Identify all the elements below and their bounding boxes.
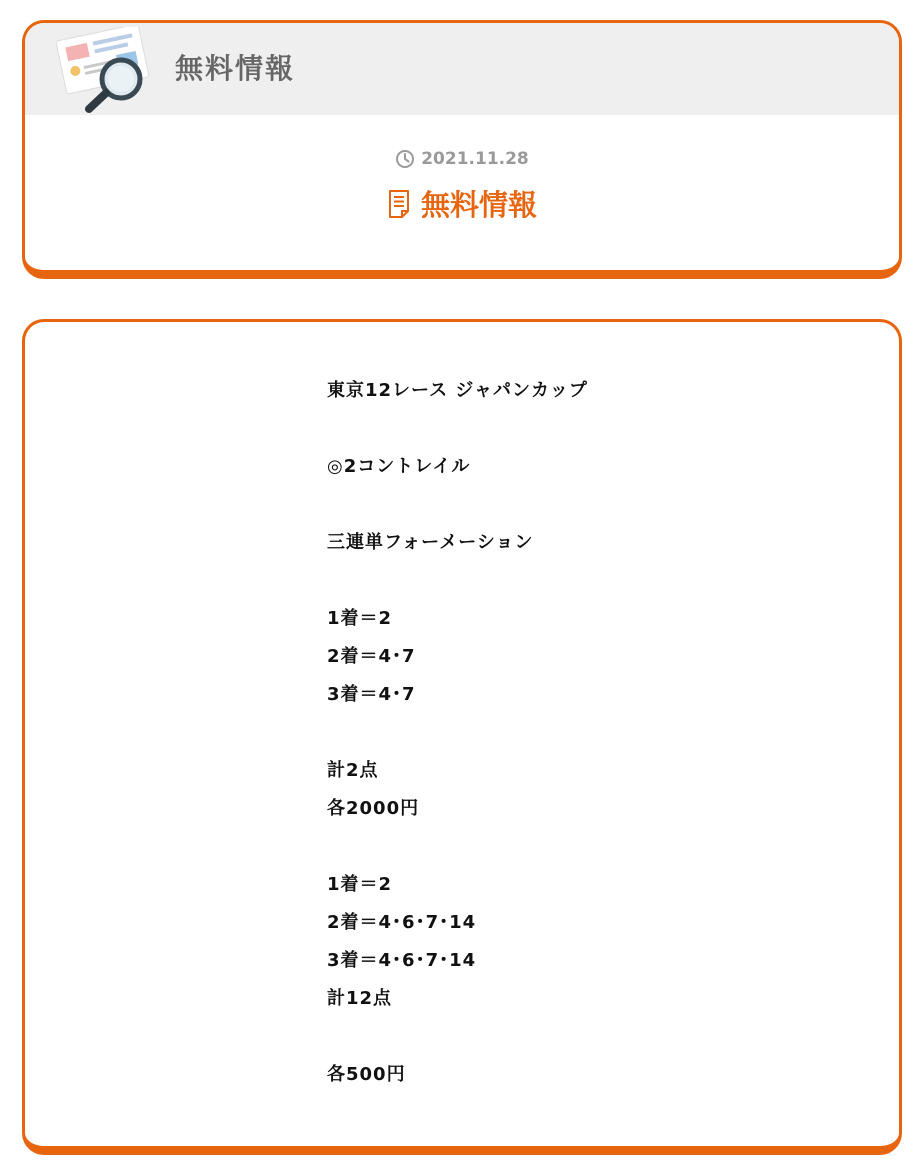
post-date: 2021.11.28 [421,149,529,169]
content-line: 計12点 [327,988,393,1009]
content-line: 三連単フォーメーション [327,532,534,553]
content-line: 3着＝4･7 [327,684,416,705]
magnifier-document-illustration [43,27,155,115]
post-meta [25,149,899,224]
post-title: 無料情報 [420,188,537,222]
document-icon [387,189,411,219]
prediction-text [327,377,588,1099]
content-line: ◎2コントレイル [327,456,471,477]
content-line-blank [327,491,588,529]
content-line: 2着＝4･7 [327,646,416,667]
content-line: 3着＝4･6･7･14 [327,950,477,971]
content-line: 1着＝2 [327,608,393,629]
content-line-blank [327,833,588,871]
post-date-row [395,149,529,169]
content-line: 各2000円 [327,798,420,819]
content-line-blank [327,567,588,605]
header-title: 無料情報 [175,52,296,85]
card-header-bar [25,23,899,115]
info-header-card [22,20,902,279]
content-line: 2着＝4･6･7･14 [327,912,477,933]
content-line: 計2点 [327,760,379,781]
prediction-content-card [22,319,902,1155]
content-line-blank [327,719,588,757]
content-line-blank [327,1023,588,1061]
post-title-row [25,183,899,224]
content-line: 東京12レース ジャパンカップ [327,380,588,401]
content-line-blank [327,415,588,453]
content-line: 1着＝2 [327,874,393,895]
content-line: 各500円 [327,1064,406,1085]
clock-icon [395,149,415,169]
